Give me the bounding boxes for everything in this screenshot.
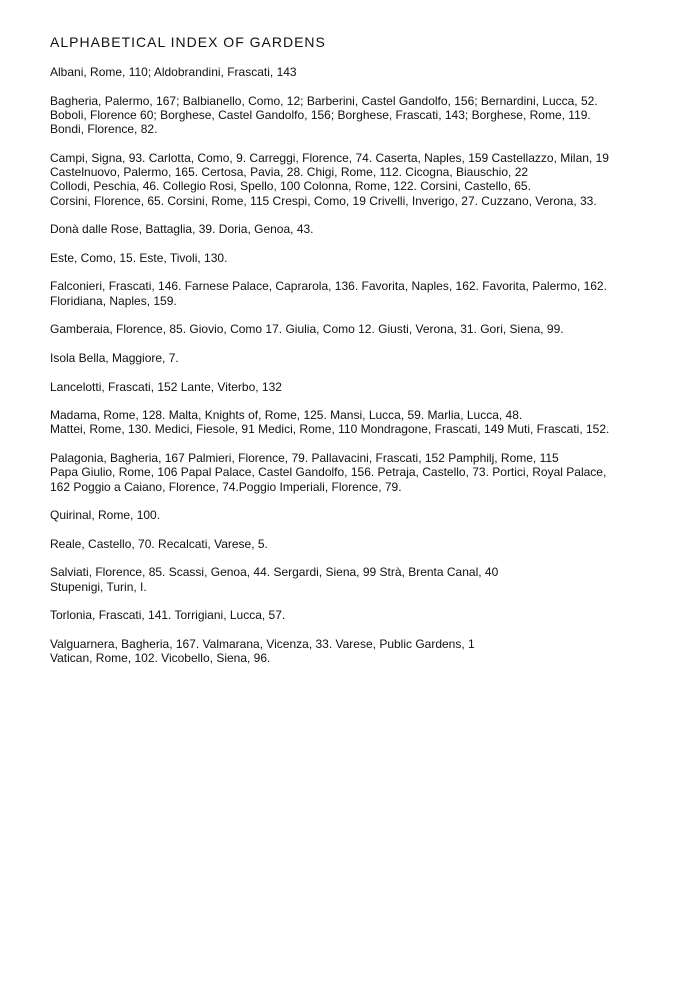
index-entry-v: Valguarnera, Bagheria, 167. Valmarana, Vicenza, 33. Varese, Public Gardens, 1 Vatican, Rome, 102. Vicobello, Siena, 96. [50,636,475,666]
index-entry-a: Albani, Rome, 110; Aldobrandini, Frascati, 143 [50,65,297,79]
index-entry-d: Donà dalle Rose, Battaglia, 39. Doria, Genoa, 43. [50,222,314,237]
index-entry-m: Madama, Rome, 128. Malta, Knights of, Rome, 125. Mansi, Lucca, 59. Marlia, Lucca, 48. Mattei, Rome, 130. Medici, Fiesole, 91 Medici, Rome, 110 Mondragone, Frascati, 149 Muti, Frascati, 152. [50,408,610,437]
index-entry-b: Bagheria, Palermo, 167; Balbianello, Como, 12; Barberini, Castel Gandolfo, 156; Bernardini, Lucca, 52. Boboli, Florence 60; Borghese, Castel Gandolfo, 156; Borghese, Frascati, 143; Borghese, Rome, 119. Bondi, Florence, 82. [50,93,598,137]
index-entry-f: Falconieri, Frascati, 146. Farnese Palace, Caprarola, 136. Favorita, Naples, 162. Favorita, Palermo, 162. Floridiana, Naples, 159. [50,279,607,308]
index-entry-e: Este, Como, 15. Este, Tivoli, 130. [50,250,228,265]
index-entry-g: Gamberaia, Florence, 85. Giovio, Como 17. Giulia, Como 12. Giusti, Verona, 31. Gori, Siena, 99. [50,322,564,337]
index-entry-t: Torlonia, Frascati, 141. Torrigiani, Lucca, 57. [50,608,286,623]
index-entry-q: Quirinal, Rome, 100. [50,508,161,523]
index-page [50,34,620,680]
page-title: ALPHABETICAL INDEX OF GARDENS [50,34,326,50]
index-entry-s: Salviati, Florence, 85. Scassi, Genoa, 44. Sergardi, Siena, 99 Strà, Brenta Canal, 40 Stupenigi, Turin, I. [50,565,499,594]
index-entry-p: Palagonia, Bagheria, 167 Palmieri, Florence, 79. Pallavacini, Frascati, 152 Pamphilj, Rome, 115 Papa Giulio, Rome, 106 Papal Palace, Castel Gandolfo, 156. Petraja, Castello, 73. Portici, Royal Palace, 162 Poggio a Caiano, Florence, 74.Poggio Imperiali, Florence, 79. [50,451,607,494]
index-entry-l: Lancelotti, Frascati, 152 Lante, Viterbo, 132 [50,379,282,394]
index-entry-r: Reale, Castello, 70. Recalcati, Varese, 5. [50,536,268,551]
index-entry-i: Isola Bella, Maggiore, 7. [50,350,179,365]
index-entry-c: Campi, Signa, 93. Carlotta, Como, 9. Carreggi, Florence, 74. Caserta, Naples, 159 Castellazzo, Milan, 19 Castelnuovo, Palermo, 165. Certosa, Pavia, 28. Chigi, Rome, 112. Cicogna, Biauschio, 22 Collodi, Peschia, 46. Collegio Rosi, Spello, 100 Colonna, Rome, 122. Corsini, Castello, 65. Corsini, Florence, 65. Corsini, Rome, 115 Crespi, Como, 19 Crivelli, Inverigo, 27. Cuzzano, Verona, 33. [50,150,609,208]
